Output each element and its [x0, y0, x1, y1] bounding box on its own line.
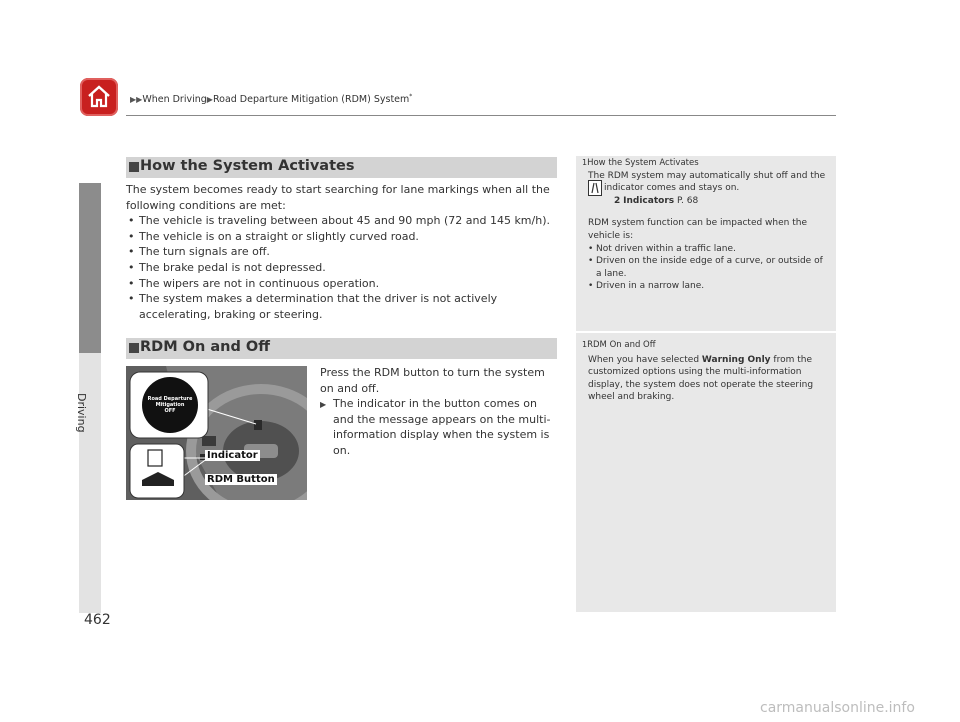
press-instruction: Press the RDM button to turn the system on and off.: [320, 366, 545, 395]
note-title-text: How the System Activates: [587, 158, 699, 168]
note-title: [582, 157, 830, 170]
note-text: When you have selected: [588, 354, 700, 365]
intro-text: The system becomes ready to start searching for lane markings when all the following conditions are met:: [126, 183, 550, 212]
notes-divider: [576, 331, 836, 333]
ref-page: P. 68: [677, 195, 699, 206]
condition-item: • The system makes a determination that the driver is not actively accelerating, braking or steering.: [126, 291, 556, 322]
condition-item: • The vehicle is on a straight or slightly curved road.: [126, 229, 556, 245]
note-bullet: • Driven in a narrow lane.: [588, 280, 830, 293]
header-rule: [126, 115, 836, 116]
section-body-activates: [126, 182, 556, 322]
section-title: RDM On and Off: [140, 339, 270, 355]
asterisk-mark: *: [409, 93, 413, 100]
page-number: 462: [84, 612, 111, 628]
rdm-press-text: [320, 365, 556, 459]
note-rdm-onoff: [582, 339, 830, 404]
breadcrumb-part1[interactable]: When Driving: [142, 94, 207, 106]
note-text: from the customized options using the multi-information display, the system does not operate the steering wheel and braking.: [588, 354, 814, 403]
indicator-description: ▶ The indicator in the button comes on and the message appears on the multi-information display when the system is on.: [320, 396, 556, 458]
note-title-text: RDM On and Off: [587, 340, 656, 350]
home-icon: [86, 83, 112, 111]
watermark: carmanualsonline.info: [760, 700, 915, 716]
section-header-onoff: [126, 338, 557, 359]
breadcrumb: ▶▶When Driving▶Road Departure Mitigation (RDM) System*: [130, 93, 413, 106]
condition-item: • The wipers are not in continuous operation.: [126, 276, 556, 292]
note-bullet: • Not driven within a traffic lane.: [588, 243, 830, 256]
note-text: RDM system function can be impacted when the vehicle is:: [588, 218, 807, 241]
note-bullet: • Driven on the inside edge of a curve, or outside of a lane.: [588, 255, 830, 280]
note-bold: Warning Only: [701, 354, 771, 365]
home-button[interactable]: [80, 78, 118, 116]
dashboard-figure: [126, 366, 307, 500]
section-title: How the System Activates: [140, 158, 355, 174]
condition-item: • The turn signals are off.: [126, 244, 556, 260]
note-how-activates: [582, 157, 830, 293]
note-text: The RDM system may automatically shut off and the: [588, 170, 826, 181]
side-tab: [79, 183, 101, 353]
rdm-button-label: RDM Button: [207, 474, 275, 485]
ref-mark: 2: [614, 195, 621, 206]
side-chapter-label: Driving: [75, 393, 88, 433]
rdm-indicator-icon: [588, 180, 602, 196]
square-bullet-icon: [129, 343, 139, 353]
square-bullet-icon: [129, 162, 139, 172]
side-tab-light: [79, 353, 101, 613]
condition-item: • The vehicle is traveling between about 45 and 90 mph (72 and 145 km/h).: [126, 213, 556, 229]
cross-reference[interactable]: [614, 195, 830, 208]
screen-text-line: Mitigation: [155, 402, 185, 408]
ref-label: Indicators: [623, 195, 675, 206]
condition-item: • The brake pedal is not depressed.: [126, 260, 556, 276]
note-marker: 1: [582, 158, 588, 167]
note-marker: 1: [582, 340, 588, 349]
screen-text-line: OFF: [164, 408, 176, 414]
indicator-label: Indicator: [207, 450, 258, 461]
note-text: indicator comes and stays on.: [604, 183, 740, 194]
screen-text-line: Road Departure: [147, 396, 193, 402]
note-title: [582, 339, 830, 352]
breadcrumb-part2[interactable]: Road Departure Mitigation (RDM) System: [212, 94, 410, 106]
section-header-activates: [126, 157, 557, 178]
